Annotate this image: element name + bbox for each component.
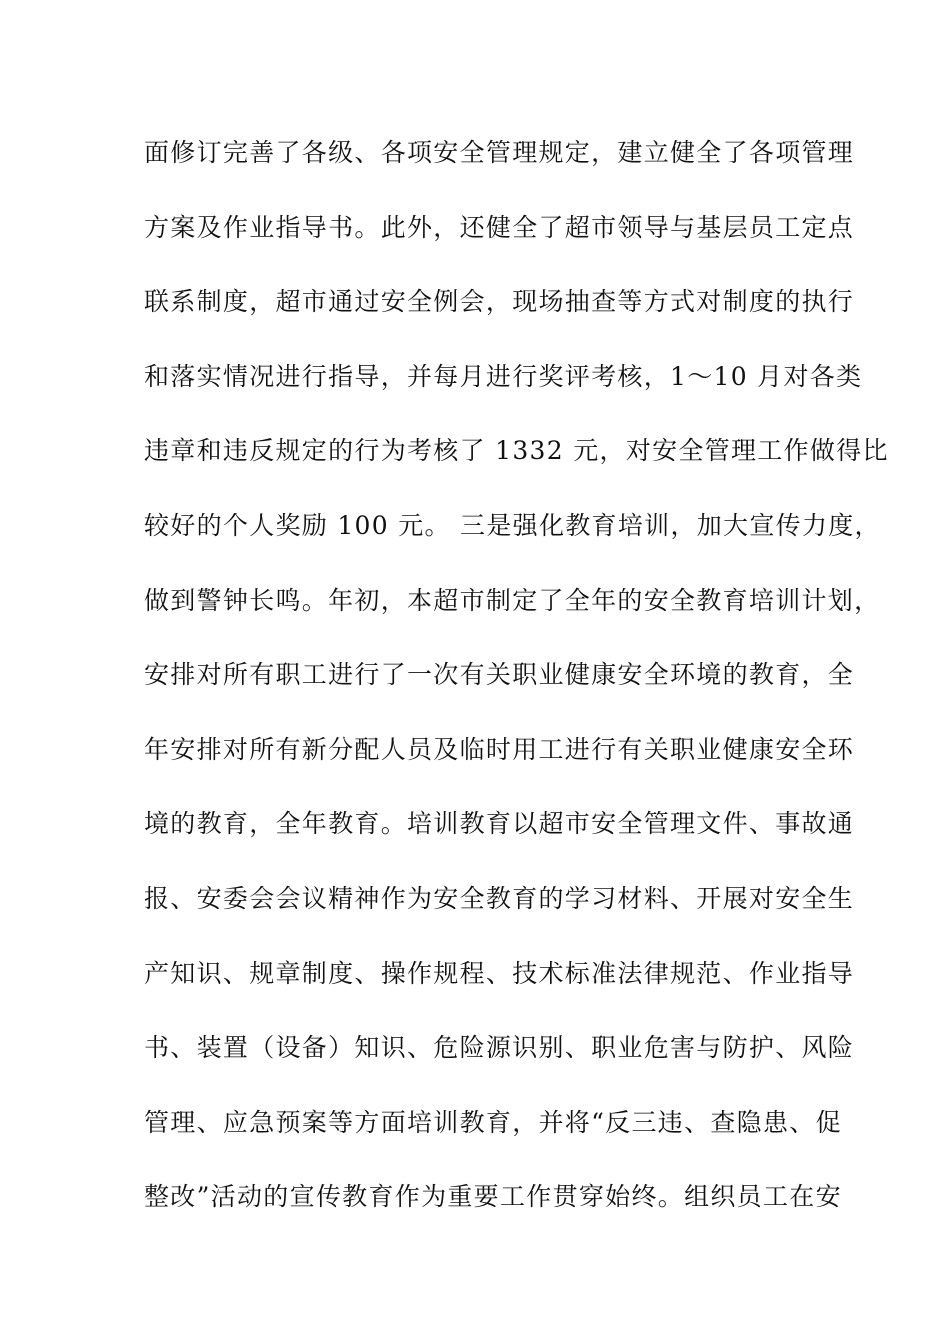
text-line: 安排对所有职工进行了一次有关职业健康安全环境的教育，全 (144, 660, 855, 690)
text-line: 面修订完善了各级、各项安全管理规定，建立健全了各项管理 (144, 138, 855, 167)
text-line: 报、安委会会议精神作为安全教育的学习材料、开展对安全生 (144, 883, 855, 913)
text-line: 和落实情况进行指导，并每月进行奖评考核，1～10 月对各类 (144, 361, 863, 391)
text-line: 较好的个人奖励 100 元。 三是强化教育培训，加大宣传力度， (144, 510, 881, 540)
text-line: 违章和违反规定的行为考核了 1332 元，对安全管理工作做得比 (144, 436, 889, 466)
text-line: 年安排对所有新分配人员及临时用工进行有关职业健康安全环 (144, 734, 855, 764)
text-line: 书、装置（设备）知识、危险源识别、职业危害与防护、风险 (144, 1033, 855, 1063)
text-line: 方案及作业指导书。此外，还健全了超市领导与基层员工定点 (144, 212, 855, 242)
text-line: 做到警钟长鸣。年初，本超市制定了全年的安全教育培训计划， (144, 585, 881, 615)
text-line: 管理、应急预案等方面培训教育，并将“反三违、查隐患、促 (144, 1107, 842, 1137)
body-text (144, 131, 889, 1250)
text-line: 产知识、规章制度、操作规程、技术标准法律规范、作业指导 (144, 958, 855, 988)
text-line: 境的教育，全年教育。培训教育以超市安全管理文件、事故通 (144, 809, 855, 839)
text-line: 整改”活动的宣传教育作为重要工作贯穿始终。组织员工在安 (144, 1182, 842, 1212)
text-line: 联系制度，超市通过安全例会，现场抽查等方式对制度的执行 (144, 287, 855, 317)
